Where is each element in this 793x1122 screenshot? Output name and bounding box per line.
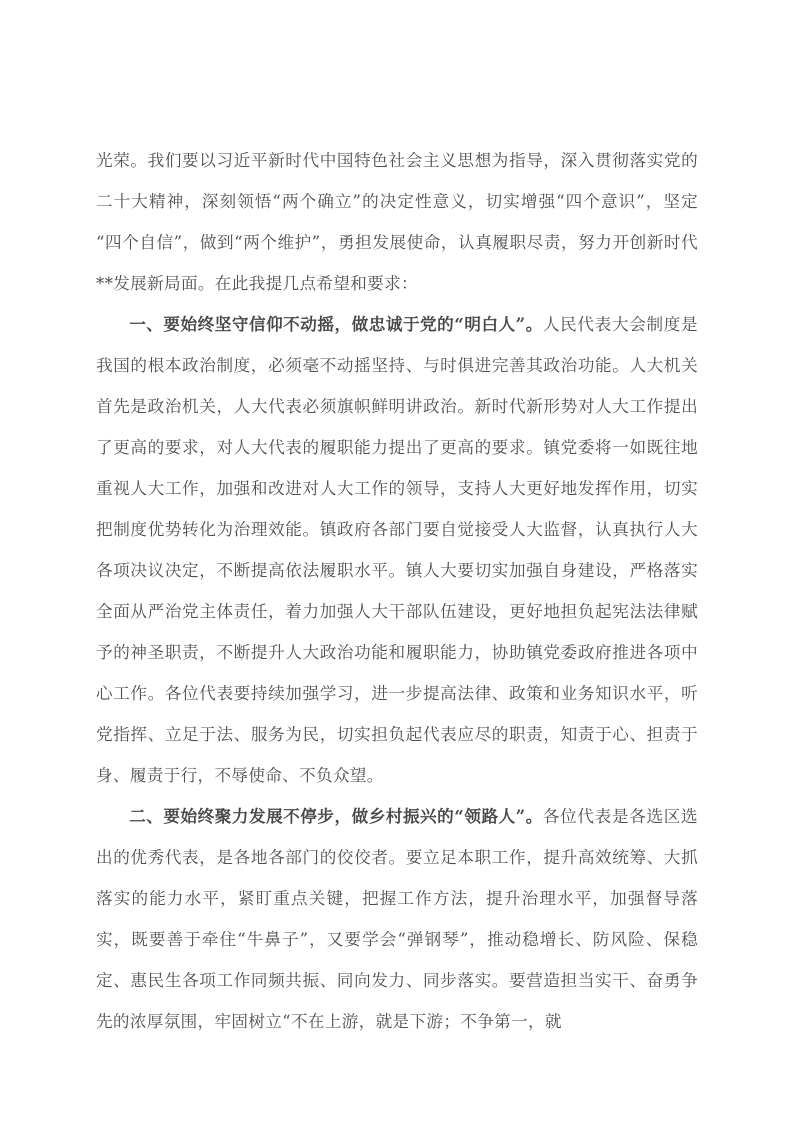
document-text-body — [96, 140, 698, 1042]
paragraph-heading-run: 一、要始终坚守信仰不动摇，做忠诚于党的“明白人”。 — [129, 314, 543, 334]
paragraph-body-run: 人民代表大会制度是我国的根本政治制度，必须毫不动摇坚持、与时俱进完善其政治功能。人大机关首先是政治机关，人大代表必须旗帜鲜明讲政治。新时代新形势对人大工作提出了更高的要求，对人大代表的履职能力提出了更高的要求。镇党委将一如既往地重视人大工作，加强和改进对人大工作的领导，支持人大更好地发挥作用，切实把制度优势转化为治理效能。镇政府各部门要自觉接受人大监督，认真执行人大各项决议决定，不断提高依法履职水平。镇人大要切实加强自身建设，严格落实全面从严治党主体责任，着力加强人大干部队伍建设，更好地担负起宪法法律赋予的神圣职责，不断提升人大政治功能和履职能力，协助镇党委政府推进各项中心工作。各位代表要持续加强学习，进一步提高法律、政策和业务知识水平，听党指挥、立足于法、服务为民，切实担负起代表应尽的职责，知责于心、担责于身、履责于行，不辱使命、不负众望。 — [96, 315, 698, 785]
paragraph-section-one — [96, 304, 698, 796]
paragraph-continuation — [96, 140, 698, 304]
paragraph-section-two — [96, 796, 698, 1042]
paragraph-body-run: 光荣。我们要以习近平新时代中国特色社会主义思想为指导，深入贯彻落实党的二十大精神，深刻领悟“两个确立”的决定性意义，切实增强“四个意识”，坚定“四个自信”，做到“两个维护”，勇担发展使命，认真履职尽责，努力开创新时代**发展新局面。在此我提几点希望和要求： — [96, 151, 698, 293]
paragraph-heading-run: 二、要始终聚力发展不停步，做乡村振兴的“领路人”。 — [129, 806, 543, 826]
paragraph-body-run: 各位代表是各选区选出的优秀代表，是各地各部门的佼佼者。要立足本职工作，提升高效统筹、大抓落实的能力水平，紧盯重点关键，把握工作方法，提升治理水平，加强督导落实，既要善于牵住“牛鼻子”，又要学会“弹钢琴”，推动稳增长、防风险、保稳定、惠民生各项工作同频共振、同向发力、同步落实。要营造担当实干、奋勇争先的浓厚氛围，牢固树立“不在上游，就是下游；不争第一，就 — [96, 807, 698, 1031]
